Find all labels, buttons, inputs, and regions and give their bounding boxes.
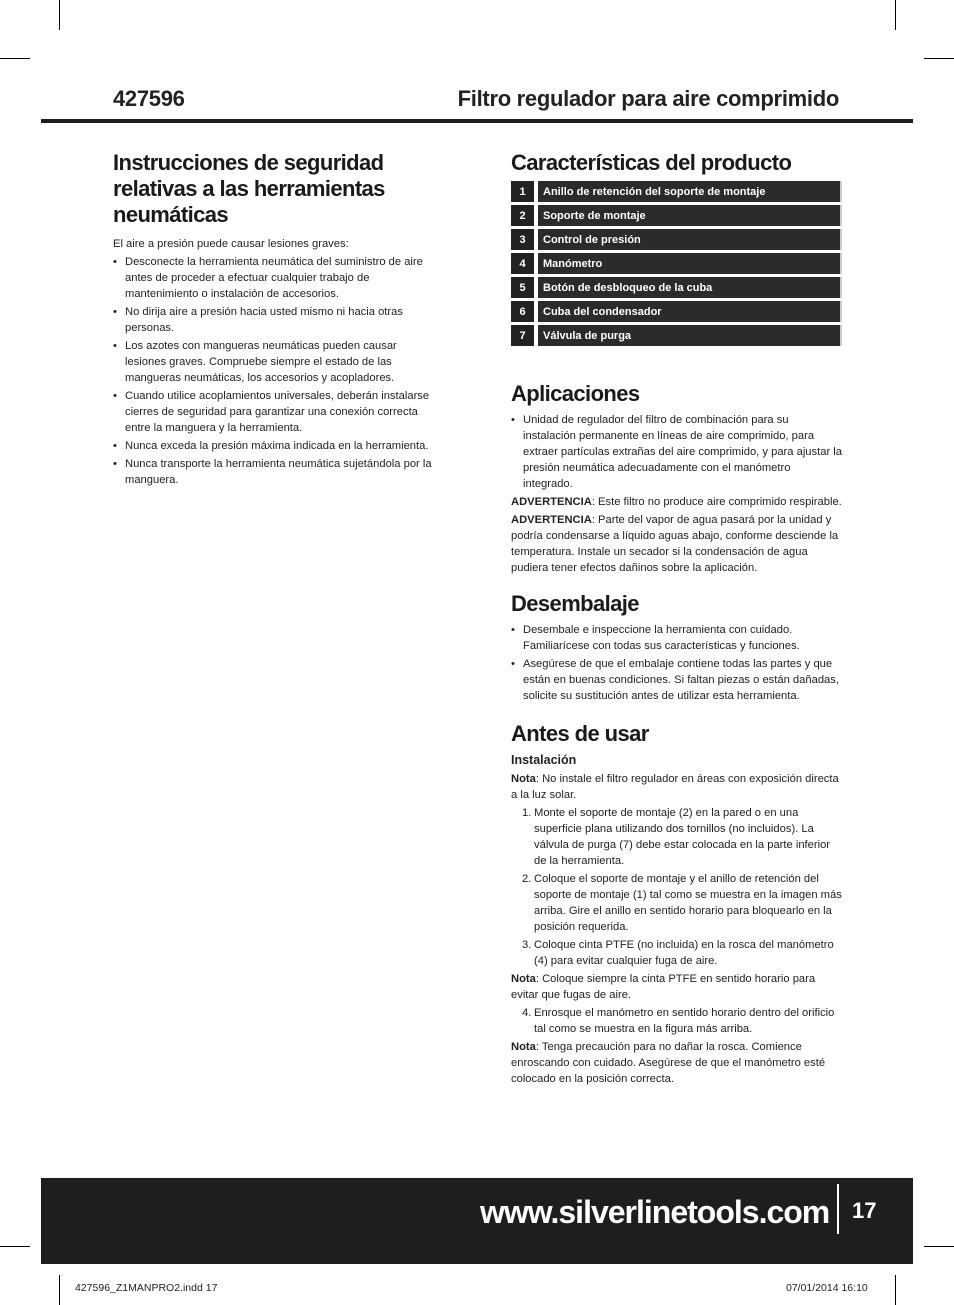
list-item: • No dirija aire a presión hacia usted mismo ni hacia otras personas. xyxy=(113,304,438,336)
steps-list xyxy=(511,1005,842,1037)
table-row xyxy=(511,181,842,202)
before-use-section xyxy=(511,721,842,1087)
list-item: • Unidad de regulador del filtro de combinación para su instalación permanente en líneas de aire comprimido, para extraer partículas extrañas del aire comprimido, y para ajustar la presión neumática adecuadamente con el manómetro integrado. xyxy=(511,412,842,492)
note-text: : No instale el filtro regulador en áreas con exposición directa a la luz solar. xyxy=(511,773,839,801)
table-row xyxy=(511,205,842,226)
list-item: • Cuando utilice acoplamientos universales, deberán instalarse cierres de seguridad para garantizar una conexión correcta entre la manguera y la herramienta. xyxy=(113,388,438,436)
list-item xyxy=(522,871,842,935)
table-row xyxy=(511,253,842,274)
warning-text: : Parte del vapor de agua pasará por la unidad y podría condensarse a líquido aguas abajo, conforme desciende la temperatura. Instale un secador si la condensación de agua pudiera tener efectos dañinos sobre la aplicación. xyxy=(511,514,839,574)
warning-text: : Este filtro no produce aire comprimido respirable. xyxy=(591,496,842,508)
feature-label: Anillo de retención del soporte de montaje xyxy=(538,181,842,202)
table-row xyxy=(511,229,842,250)
feature-label: Soporte de montaje xyxy=(538,205,842,226)
feature-number: 5 xyxy=(511,277,534,298)
website-link[interactable]: www.silverlinetools.com xyxy=(480,1194,830,1230)
feature-label: Válvula de purga xyxy=(538,325,842,346)
feature-label: Botón de desbloqueo de la cuba xyxy=(538,277,842,298)
table-row xyxy=(511,277,842,298)
right-column xyxy=(511,150,842,1089)
list-item: • Desconecte la herramienta neumática del suministro de aire antes de proceder a efectuar cualquier trabajo de mantenimiento o instalación de accesorios. xyxy=(113,254,438,302)
applications-list xyxy=(511,412,842,492)
list-item: • Nunca transporte la herramienta neumática sujetándola por la manguera. xyxy=(113,456,438,488)
footer-divider xyxy=(837,1184,839,1234)
warning-label: ADVERTENCIA xyxy=(511,496,592,508)
feature-label: Manómetro xyxy=(538,253,842,274)
list-item: • Asegúrese de que el embalaje contiene todas las partes y que están en buenas condiciones. Si faltan piezas o están dañadas, solicite su sustitución antes de utilizar esta herramienta. xyxy=(511,656,842,704)
date-slug: 07/01/2014 16:10 xyxy=(786,1282,868,1294)
file-slug: 427596_Z1MANPRO2.indd 17 xyxy=(75,1282,218,1294)
crop-mark xyxy=(0,58,30,59)
step-number: 3. xyxy=(522,939,532,951)
step-number: 1. xyxy=(522,807,532,819)
before-use-heading: Antes de usar xyxy=(511,721,649,746)
warning-paragraph xyxy=(511,494,842,510)
features-table xyxy=(511,181,842,346)
warning-paragraph xyxy=(511,512,842,576)
step-text: Coloque cinta PTFE (no incluida) en la rosca del manómetro (4) para evitar cualquier fuga de aire. xyxy=(534,939,834,967)
note-paragraph xyxy=(511,971,842,1003)
feature-number: 4 xyxy=(511,253,534,274)
note-paragraph xyxy=(511,771,842,803)
list-item xyxy=(522,1005,842,1037)
warning-label: ADVERTENCIA xyxy=(511,514,592,526)
page-title: Filtro regulador para aire comprimido xyxy=(457,86,839,111)
header-rule xyxy=(41,119,913,123)
note-paragraph xyxy=(511,1039,842,1087)
step-text: Coloque el soporte de montaje y el anillo de retención del soporte de montaje (1) tal como se muestra en la imagen más arriba. Gire el anillo en sentido horario para bloquearlo en la posición requerida. xyxy=(534,873,842,933)
list-item: • Nunca exceda la presión máxima indicada en la herramienta. xyxy=(113,438,438,454)
note-text: : Coloque siempre la cinta PTFE en sentido horario para evitar que fugas de aire. xyxy=(511,973,816,1001)
list-item xyxy=(522,937,842,969)
feature-number: 1 xyxy=(511,181,534,202)
crop-mark xyxy=(895,1275,896,1305)
unpacking-section xyxy=(511,591,842,704)
note-label: Nota xyxy=(511,773,536,785)
crop-mark xyxy=(0,1246,30,1247)
product-code: 427596 xyxy=(113,86,185,111)
page-number: 17 xyxy=(852,1198,877,1223)
crop-mark xyxy=(924,58,954,59)
unpacking-heading: Desembalaje xyxy=(511,591,639,616)
feature-number: 3 xyxy=(511,229,534,250)
applications-section xyxy=(511,381,842,576)
note-label: Nota xyxy=(511,973,536,985)
unpacking-list xyxy=(511,622,842,704)
crop-mark xyxy=(895,0,896,30)
step-number: 2. xyxy=(522,873,532,885)
step-number: 4. xyxy=(522,1007,532,1019)
installation-subheading: Instalación xyxy=(511,753,577,767)
note-text: : Tenga precaución para no dañar la rosca. Comience enroscando con cuidado. Asegúrese de que el manómetro esté colocado en la posición correcta. xyxy=(511,1041,826,1085)
safety-intro: El aire a presión puede causar lesiones graves: xyxy=(113,238,349,250)
feature-label: Cuba del condensador xyxy=(538,301,842,322)
safety-heading: Instrucciones de seguridad relativas a las herramientas neumáticas xyxy=(113,150,385,227)
list-item: • Desembale e inspeccione la herramienta con cuidado. Familiarícese con todas sus características y funciones. xyxy=(511,622,842,654)
step-text: Monte el soporte de montaje (2) en la pared o en una superficie plana utilizando dos tornillos (no incluidos). La válvula de purga (7) debe estar colocada en la parte inferior de la herramienta. xyxy=(534,807,831,867)
crop-mark xyxy=(59,0,60,30)
applications-heading: Aplicaciones xyxy=(511,381,640,406)
feature-number: 6 xyxy=(511,301,534,322)
feature-number: 2 xyxy=(511,205,534,226)
features-heading: Características del producto xyxy=(511,150,792,175)
note-label: Nota xyxy=(511,1041,536,1053)
feature-label: Control de presión xyxy=(538,229,842,250)
table-row xyxy=(511,301,842,322)
crop-mark xyxy=(924,1246,954,1247)
table-row xyxy=(511,325,842,346)
list-item: • Los azotes con mangueras neumáticas pueden causar lesiones graves. Compruebe siempre el estado de las mangueras neumáticas, los accesorios y acopladores. xyxy=(113,338,438,386)
steps-list xyxy=(511,805,842,969)
crop-mark xyxy=(59,1275,60,1305)
list-item xyxy=(522,805,842,869)
safety-list xyxy=(113,254,438,488)
feature-number: 7 xyxy=(511,325,534,346)
safety-section xyxy=(113,150,438,490)
step-text: Enrosque el manómetro en sentido horario dentro del orificio tal como se muestra en la figura más arriba. xyxy=(534,1007,835,1035)
